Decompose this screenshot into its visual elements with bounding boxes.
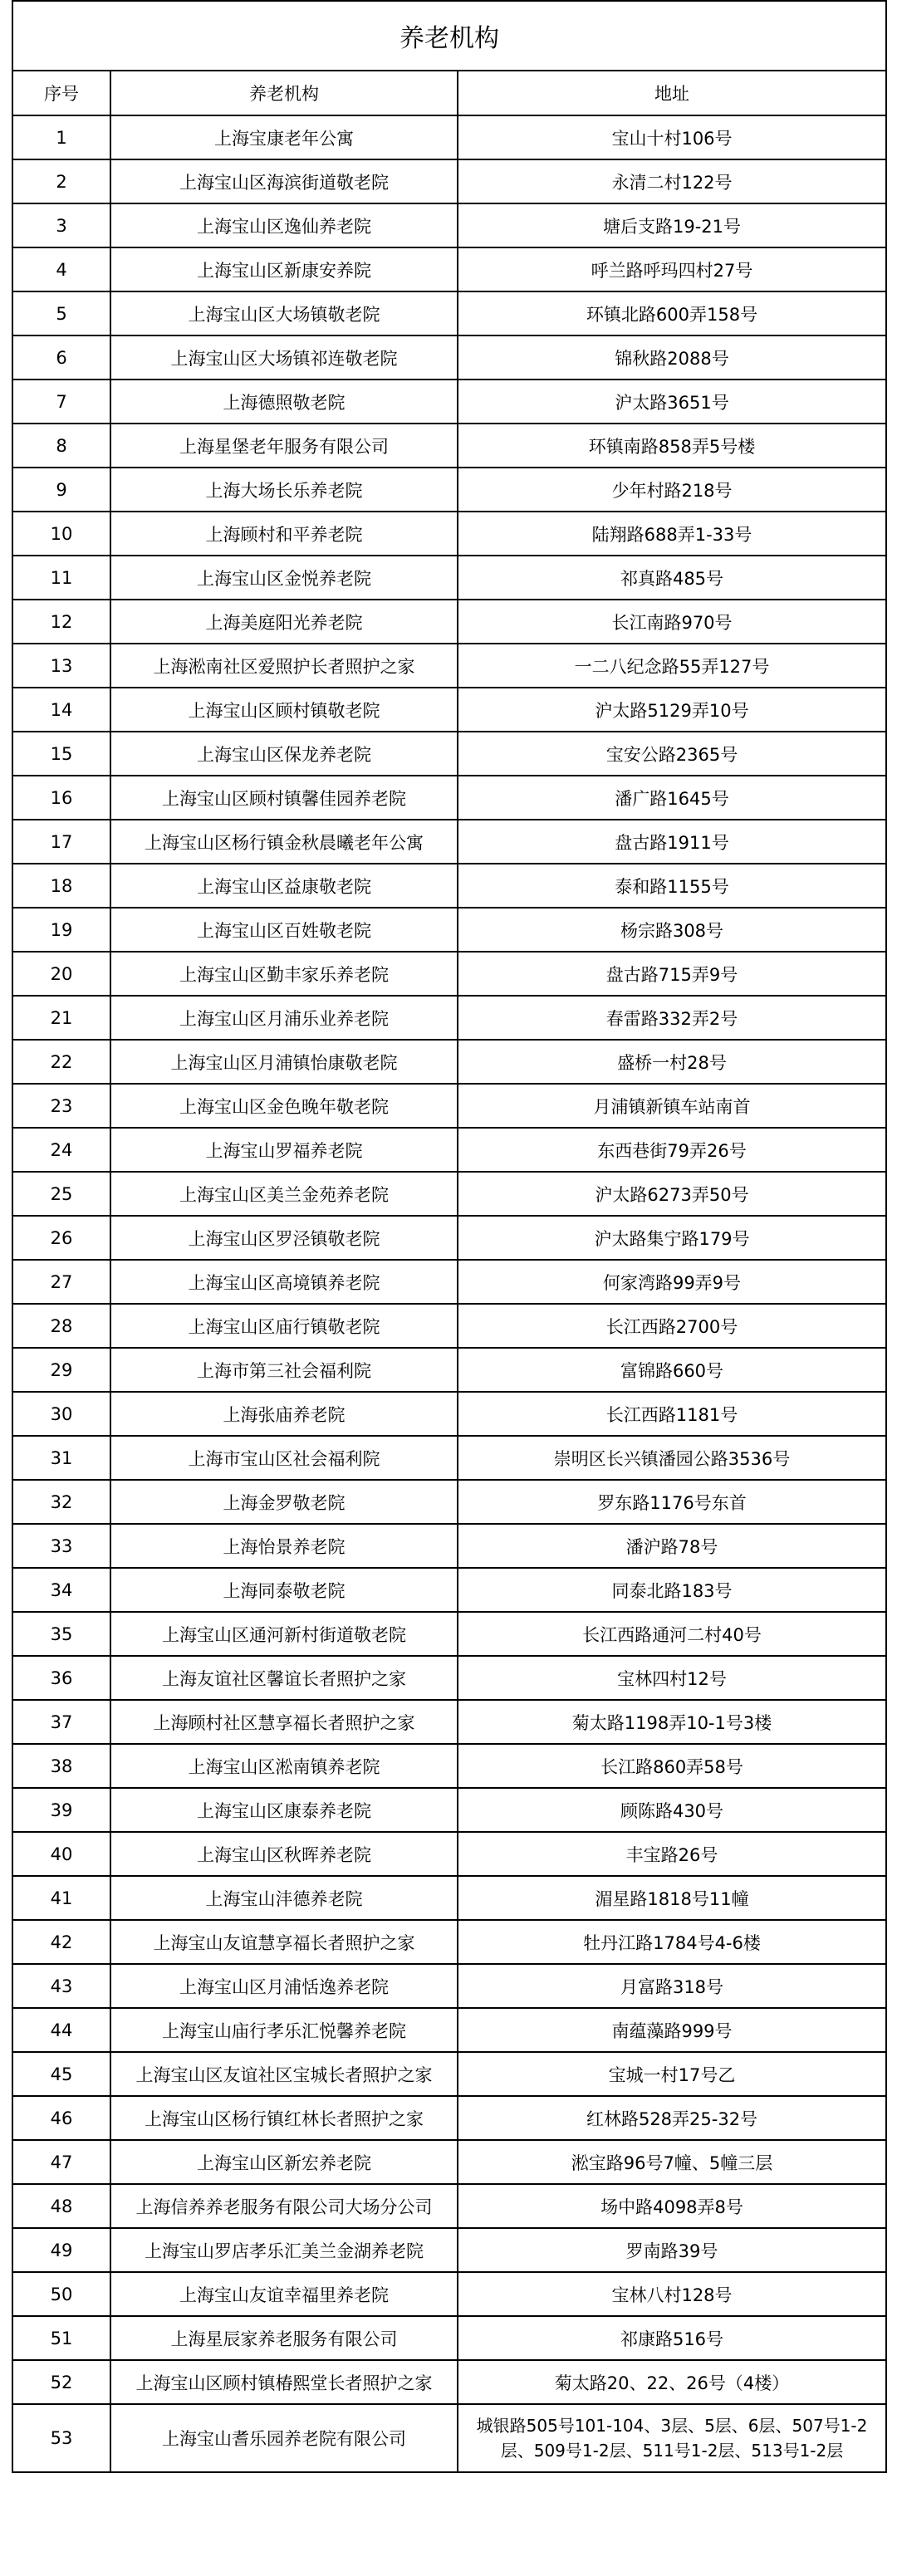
institution-address: 潘沪路78号 [458, 1524, 886, 1568]
institution-address: 宝山十村106号 [458, 115, 886, 159]
institution-address: 淞宝路96号7幢、5幢三层 [458, 2140, 886, 2184]
institution-address: 城银路505号101-104、3层、5层、6层、507号1-2层、509号1-2层、511号1-2层、513号1-2层 [458, 2404, 886, 2472]
table-row [12, 2272, 886, 2316]
institution-name: 上海宝山区海滨街道敬老院 [110, 159, 458, 203]
table-row [12, 1304, 886, 1348]
row-number: 30 [12, 1392, 110, 1436]
institution-address: 潘广路1645号 [458, 776, 886, 820]
institution-name: 上海市第三社会福利院 [110, 1348, 458, 1392]
row-number: 18 [12, 864, 110, 908]
table-row [12, 1524, 886, 1568]
table-body [12, 115, 886, 2472]
row-number: 9 [12, 468, 110, 512]
row-number: 27 [12, 1260, 110, 1304]
table-row [12, 247, 886, 291]
institution-name: 上海美庭阳光养老院 [110, 600, 458, 644]
institution-address: 祁真路485号 [458, 556, 886, 600]
table-row [12, 1788, 886, 1832]
table-row [12, 1392, 886, 1436]
row-number: 12 [12, 600, 110, 644]
header-address: 地址 [458, 71, 886, 115]
institution-address: 长江西路1181号 [458, 1392, 886, 1436]
institution-address: 盘古路1911号 [458, 820, 886, 864]
institution-name: 上海星堡老年服务有限公司 [110, 424, 458, 468]
row-number: 48 [12, 2184, 110, 2228]
row-number: 6 [12, 335, 110, 380]
table-row [12, 1084, 886, 1128]
row-number: 46 [12, 2096, 110, 2140]
institution-name: 上海宝山区大场镇敬老院 [110, 291, 458, 335]
institution-name: 上海宝山耆乐园养老院有限公司 [110, 2404, 458, 2472]
table-row [12, 1040, 886, 1084]
institution-name: 上海宝山区月浦镇怡康敬老院 [110, 1040, 458, 1084]
header-no: 序号 [12, 71, 110, 115]
table-row [12, 159, 886, 203]
row-number: 45 [12, 2052, 110, 2096]
row-number: 2 [12, 159, 110, 203]
institution-address: 何家湾路99弄9号 [458, 1260, 886, 1304]
institution-name: 上海宝山区高境镇养老院 [110, 1260, 458, 1304]
institution-address: 东西巷街79弄26号 [458, 1128, 886, 1172]
institution-address: 宝城一村17号乙 [458, 2052, 886, 2096]
document-sheet [12, 0, 885, 2473]
institution-address: 少年村路218号 [458, 468, 886, 512]
institution-name: 上海大场长乐养老院 [110, 468, 458, 512]
row-number: 3 [12, 203, 110, 247]
institution-address: 春雷路332弄2号 [458, 996, 886, 1040]
table-title: 养老机构 [12, 1, 886, 71]
table-row [12, 1876, 886, 1920]
table-row [12, 1964, 886, 2008]
institution-name: 上海宝山区益康敬老院 [110, 864, 458, 908]
row-number: 11 [12, 556, 110, 600]
table-row [12, 864, 886, 908]
institution-name: 上海宝山区月浦乐业养老院 [110, 996, 458, 1040]
institution-address: 锦秋路2088号 [458, 335, 886, 380]
table-row [12, 335, 886, 380]
institution-name: 上海宝山区新宏养老院 [110, 2140, 458, 2184]
header-name: 养老机构 [110, 71, 458, 115]
table-row [12, 291, 886, 335]
row-number: 35 [12, 1612, 110, 1656]
table-row [12, 2228, 886, 2272]
row-number: 37 [12, 1700, 110, 1744]
institution-name: 上海友谊社区馨谊长者照护之家 [110, 1656, 458, 1700]
institution-address: 崇明区长兴镇潘园公路3536号 [458, 1436, 886, 1480]
row-number: 8 [12, 424, 110, 468]
institution-address: 陆翔路688弄1-33号 [458, 512, 886, 556]
table-row [12, 732, 886, 776]
institution-name: 上海金罗敬老院 [110, 1480, 458, 1524]
institution-name: 上海同泰敬老院 [110, 1568, 458, 1612]
table-row [12, 1260, 886, 1304]
institution-address: 宝林八村128号 [458, 2272, 886, 2316]
institution-name: 上海宝山区庙行镇敬老院 [110, 1304, 458, 1348]
institution-address: 同泰北路183号 [458, 1568, 886, 1612]
institution-address: 环镇南路858弄5号楼 [458, 424, 886, 468]
row-number: 7 [12, 380, 110, 424]
row-number: 16 [12, 776, 110, 820]
row-number: 33 [12, 1524, 110, 1568]
row-number: 34 [12, 1568, 110, 1612]
institution-address: 祁康路516号 [458, 2316, 886, 2360]
row-number: 32 [12, 1480, 110, 1524]
institution-name: 上海宝山区杨行镇金秋晨曦老年公寓 [110, 820, 458, 864]
row-number: 52 [12, 2360, 110, 2404]
table-row [12, 1656, 886, 1700]
row-number: 47 [12, 2140, 110, 2184]
institution-name: 上海德照敬老院 [110, 380, 458, 424]
table-row [12, 1832, 886, 1876]
row-number: 20 [12, 952, 110, 996]
table-row [12, 1436, 886, 1480]
institution-name: 上海宝山区勤丰家乐养老院 [110, 952, 458, 996]
row-number: 26 [12, 1216, 110, 1260]
table-row [12, 468, 886, 512]
institution-name: 上海市宝山区社会福利院 [110, 1436, 458, 1480]
institution-name: 上海宝山区百姓敬老院 [110, 908, 458, 952]
institution-name: 上海宝康老年公寓 [110, 115, 458, 159]
institution-address: 长江南路970号 [458, 600, 886, 644]
institution-name: 上海宝山友谊幸福里养老院 [110, 2272, 458, 2316]
institution-address: 一二八纪念路55弄127号 [458, 644, 886, 688]
row-number: 21 [12, 996, 110, 1040]
institution-address: 沪太路5129弄10号 [458, 688, 886, 732]
institution-name: 上海宝山区大场镇祁连敬老院 [110, 335, 458, 380]
institution-name: 上海宝山区秋晖养老院 [110, 1832, 458, 1876]
row-number: 14 [12, 688, 110, 732]
row-number: 49 [12, 2228, 110, 2272]
row-number: 40 [12, 1832, 110, 1876]
row-number: 28 [12, 1304, 110, 1348]
institution-name: 上海宝山区顾村镇敬老院 [110, 688, 458, 732]
institution-address: 杨宗路308号 [458, 908, 886, 952]
institution-address: 丰宝路26号 [458, 1832, 886, 1876]
institution-name: 上海宝山区美兰金苑养老院 [110, 1172, 458, 1216]
row-number: 24 [12, 1128, 110, 1172]
table-row [12, 1216, 886, 1260]
institution-name: 上海宝山区金色晚年敬老院 [110, 1084, 458, 1128]
table-row [12, 2008, 886, 2052]
institution-name: 上海宝山区杨行镇红林长者照护之家 [110, 2096, 458, 2140]
institution-name: 上海宝山庙行孝乐汇悦馨养老院 [110, 2008, 458, 2052]
table-row [12, 1480, 886, 1524]
table-row [12, 203, 886, 247]
institution-name: 上海星辰家养老服务有限公司 [110, 2316, 458, 2360]
institution-address: 沪太路集宁路179号 [458, 1216, 886, 1260]
table-row [12, 2184, 886, 2228]
row-number: 51 [12, 2316, 110, 2360]
institution-name: 上海宝山区友谊社区宝城长者照护之家 [110, 2052, 458, 2096]
institution-name: 上海宝山区保龙养老院 [110, 732, 458, 776]
institution-name: 上海信养养老服务有限公司大场分公司 [110, 2184, 458, 2228]
institution-name: 上海宝山区逸仙养老院 [110, 203, 458, 247]
institution-address: 月浦镇新镇车站南首 [458, 1084, 886, 1128]
table-row [12, 952, 886, 996]
row-number: 41 [12, 1876, 110, 1920]
row-number: 25 [12, 1172, 110, 1216]
institution-name: 上海宝山区新康安养院 [110, 247, 458, 291]
table-row [12, 1744, 886, 1788]
table-row [12, 820, 886, 864]
institution-name: 上海宝山区通河新村街道敬老院 [110, 1612, 458, 1656]
institution-address: 宝林四村12号 [458, 1656, 886, 1700]
institution-address: 富锦路660号 [458, 1348, 886, 1392]
institution-name: 上海宝山区顾村镇馨佳园养老院 [110, 776, 458, 820]
institution-address: 南蕴藻路999号 [458, 2008, 886, 2052]
title-row [12, 1, 886, 71]
institution-address: 环镇北路600弄158号 [458, 291, 886, 335]
header-row [12, 71, 886, 115]
table-row [12, 688, 886, 732]
row-number: 4 [12, 247, 110, 291]
table-row [12, 2404, 886, 2472]
institution-name: 上海宝山罗福养老院 [110, 1128, 458, 1172]
institution-address: 罗南路39号 [458, 2228, 886, 2272]
row-number: 17 [12, 820, 110, 864]
row-number: 53 [12, 2404, 110, 2472]
row-number: 42 [12, 1920, 110, 1964]
row-number: 19 [12, 908, 110, 952]
row-number: 1 [12, 115, 110, 159]
row-number: 36 [12, 1656, 110, 1700]
institution-address: 泰和路1155号 [458, 864, 886, 908]
table-row [12, 1348, 886, 1392]
institution-address: 菊太路20、22、26号（4楼） [458, 2360, 886, 2404]
table-row [12, 908, 886, 952]
institution-address: 沪太路6273弄50号 [458, 1172, 886, 1216]
institution-address: 长江路860弄58号 [458, 1744, 886, 1788]
table-row [12, 115, 886, 159]
table-row [12, 2140, 886, 2184]
institution-address: 湄星路1818号11幢 [458, 1876, 886, 1920]
institution-address: 呼兰路呼玛四村27号 [458, 247, 886, 291]
table-row [12, 996, 886, 1040]
institution-address: 罗东路1176号东首 [458, 1480, 886, 1524]
table-row [12, 556, 886, 600]
institution-name: 上海宝山罗店孝乐汇美兰金湖养老院 [110, 2228, 458, 2272]
institution-address: 场中路4098弄8号 [458, 2184, 886, 2228]
institution-name: 上海宝山区顾村镇椿熙堂长者照护之家 [110, 2360, 458, 2404]
institution-address: 长江西路2700号 [458, 1304, 886, 1348]
institution-name: 上海张庙养老院 [110, 1392, 458, 1436]
institution-name: 上海顾村和平养老院 [110, 512, 458, 556]
table-row [12, 424, 886, 468]
table-row [12, 1568, 886, 1612]
institutions-table [12, 0, 887, 2473]
table-row [12, 600, 886, 644]
table-row [12, 380, 886, 424]
row-number: 43 [12, 1964, 110, 2008]
table-row [12, 2360, 886, 2404]
table-row [12, 2052, 886, 2096]
row-number: 50 [12, 2272, 110, 2316]
institution-name: 上海宝山区金悦养老院 [110, 556, 458, 600]
table-row [12, 2096, 886, 2140]
institution-name: 上海顾村社区慧享福长者照护之家 [110, 1700, 458, 1744]
institution-address: 沪太路3651号 [458, 380, 886, 424]
row-number: 38 [12, 1744, 110, 1788]
table-row [12, 2316, 886, 2360]
table-row [12, 1128, 886, 1172]
institution-address: 盘古路715弄9号 [458, 952, 886, 996]
institution-address: 塘后支路19-21号 [458, 203, 886, 247]
row-number: 23 [12, 1084, 110, 1128]
table-row [12, 644, 886, 688]
institution-name: 上海淞南社区爱照护长者照护之家 [110, 644, 458, 688]
row-number: 13 [12, 644, 110, 688]
institution-name: 上海宝山区月浦恬逸养老院 [110, 1964, 458, 2008]
institution-address: 顾陈路430号 [458, 1788, 886, 1832]
institution-name: 上海宝山友谊慧享福长者照护之家 [110, 1920, 458, 1964]
institution-name: 上海宝山沣德养老院 [110, 1876, 458, 1920]
institution-address: 盛桥一村28号 [458, 1040, 886, 1084]
institution-name: 上海怡景养老院 [110, 1524, 458, 1568]
table-row [12, 1700, 886, 1744]
institution-address: 月富路318号 [458, 1964, 886, 2008]
table-row [12, 1172, 886, 1216]
row-number: 44 [12, 2008, 110, 2052]
institution-name: 上海宝山区淞南镇养老院 [110, 1744, 458, 1788]
row-number: 22 [12, 1040, 110, 1084]
institution-address: 牡丹江路1784号4-6楼 [458, 1920, 886, 1964]
institution-name: 上海宝山区罗泾镇敬老院 [110, 1216, 458, 1260]
row-number: 39 [12, 1788, 110, 1832]
table-row [12, 776, 886, 820]
institution-address: 长江西路通河二村40号 [458, 1612, 886, 1656]
row-number: 15 [12, 732, 110, 776]
table-row [12, 512, 886, 556]
institution-address: 永清二村122号 [458, 159, 886, 203]
institution-name: 上海宝山区康泰养老院 [110, 1788, 458, 1832]
institution-address: 宝安公路2365号 [458, 732, 886, 776]
table-row [12, 1612, 886, 1656]
row-number: 31 [12, 1436, 110, 1480]
table-row [12, 1920, 886, 1964]
row-number: 5 [12, 291, 110, 335]
institution-address: 红林路528弄25-32号 [458, 2096, 886, 2140]
institution-address: 菊太路1198弄10-1号3楼 [458, 1700, 886, 1744]
row-number: 29 [12, 1348, 110, 1392]
row-number: 10 [12, 512, 110, 556]
